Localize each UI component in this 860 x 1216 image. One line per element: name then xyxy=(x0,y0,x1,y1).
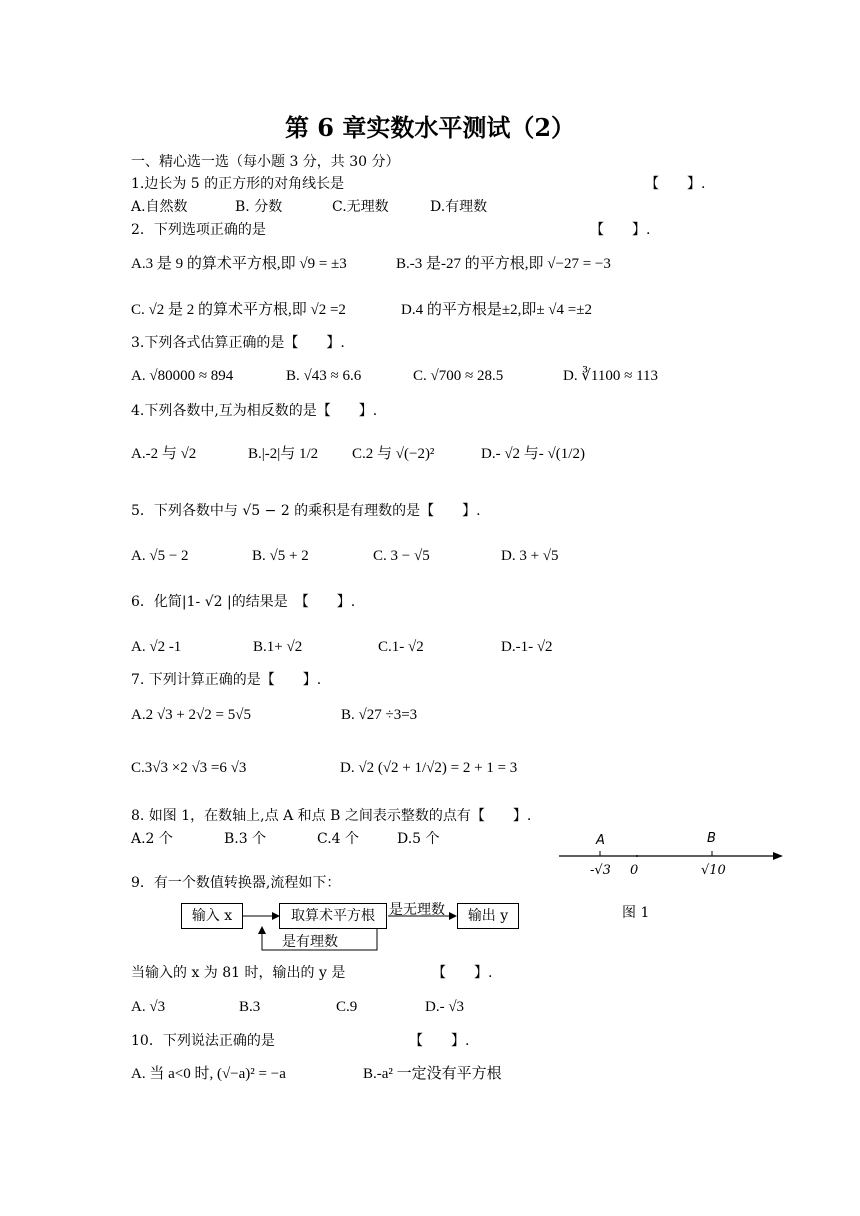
question-10-option-a: A. 当 a<0 时, (√−a)² = −a xyxy=(131,1066,286,1082)
question-2-option-d: D.4 的平方根是±2,即± √4 =±2 xyxy=(401,302,592,318)
question-1-stem: 1.边长为 5 的正方形的对角线长是 xyxy=(131,176,345,192)
page-title: 第 6 章实数水平测试（2） xyxy=(284,113,576,142)
question-9-option-c: C.9 xyxy=(336,999,358,1015)
question-3-option-c: C. √700 ≈ 28.5 xyxy=(413,368,504,384)
flow-label-rational: 是有理数 xyxy=(282,934,338,950)
question-2-option-c: C. √2 是 2 的算术平方根,即 √2 =2 xyxy=(131,302,346,318)
question-5-option-d: D. 3 + √5 xyxy=(501,548,559,564)
question-1-option-d: D.有理数 xyxy=(430,199,488,215)
question-7-option-c: C.3√3 ×2 √3 =6 √3 xyxy=(131,760,247,776)
question-8-option-c: C.4 个 xyxy=(317,831,360,847)
flow-label-irrational: 是无理数 xyxy=(389,902,445,918)
question-7-option-a: A.2 √3 + 2√2 = 5√5 xyxy=(131,707,251,723)
question-8-option-b: B.3 个 xyxy=(224,831,267,847)
question-2-option-a: A.3 是 9 的算术平方根,即 √9 = ±3 xyxy=(131,256,347,272)
arrowhead-output xyxy=(449,912,457,920)
question-5-option-a: A. √5 − 2 xyxy=(131,548,189,564)
flow-process-box: 取算术平方根 xyxy=(279,903,387,929)
question-2-stem: 2．下列选项正确的是 xyxy=(131,222,266,238)
figure-caption: 图 1 xyxy=(622,905,650,921)
tick-zero-label: 0 xyxy=(630,863,639,878)
question-5-option-b: B. √5 + 2 xyxy=(252,548,309,564)
question-2-bracket: 【 】. xyxy=(590,222,651,238)
question-10-option-b: B.-a² 一定没有平方根 xyxy=(363,1066,502,1082)
question-7-option-d: D. √2 (√2 + 1/√2) = 2 + 1 = 3 xyxy=(340,760,518,776)
question-6-option-d: D.-1- √2 xyxy=(501,639,553,655)
question-1-option-b: B. 分数 xyxy=(235,199,283,215)
question-4-option-c: C.2 与 √(−2)² xyxy=(352,446,435,462)
question-8-stem: 8. 如图 1，在数轴上,点 A 和点 B 之间表示整数的点有【 】. xyxy=(131,808,532,824)
question-9-follow: 当输入的 x 为 81 时，输出的 y 是 xyxy=(131,965,346,981)
tick-a-label: -√3 xyxy=(590,863,611,878)
question-8-option-d: D.5 个 xyxy=(397,831,440,847)
question-6-option-c: C.1- √2 xyxy=(378,639,424,655)
question-9-option-a: A. √3 xyxy=(131,999,166,1015)
question-3-stem: 3.下列各式估算正确的是【 】. xyxy=(131,335,345,351)
point-a-label: A xyxy=(596,833,605,848)
question-6-option-a: A. √2 -1 xyxy=(131,639,182,655)
question-9-bracket: 【 】. xyxy=(432,965,493,981)
question-9-stem: 9．有一个数值转换器,流程如下： xyxy=(131,875,341,891)
question-10-stem: 10．下列说法正确的是 xyxy=(131,1033,275,1049)
question-4-option-a: A.-2 与 √2 xyxy=(131,446,197,462)
question-3-option-b: B. √43 ≈ 6.6 xyxy=(286,368,362,384)
question-6-option-b: B.1+ √2 xyxy=(253,639,303,655)
question-9-option-d: D.- √3 xyxy=(425,999,465,1015)
section-header: 一、精心选一选（每小题 3 分，共 30 分） xyxy=(131,154,400,170)
question-1-option-c: C.无理数 xyxy=(332,199,389,215)
question-6-stem: 6．化简|1- √2 |的结果是 【 】. xyxy=(131,594,356,610)
point-b-label: B xyxy=(707,831,716,846)
arrowhead-loop xyxy=(258,926,266,934)
question-5-stem: 5．下列各数中与 √5 − 2 的乘积是有理数的是【 】. xyxy=(131,503,481,519)
question-3-option-d: D. ∛1100 ≈ 113 xyxy=(563,368,659,384)
tick-zero xyxy=(636,855,638,857)
flow-input-box: 输入 x xyxy=(181,903,243,929)
question-3-option-a: A. √80000 ≈ 894 xyxy=(131,368,234,384)
question-10-bracket: 【 】. xyxy=(409,1033,470,1049)
question-2-option-b: B.-3 是-27 的平方根,即 √−27 = −3 xyxy=(396,256,611,272)
question-9-option-b: B.3 xyxy=(239,999,261,1015)
question-1-bracket: 【 】. xyxy=(645,176,706,192)
tick-b-label: √10 xyxy=(701,863,726,878)
flow-output-box: 输出 y xyxy=(457,903,519,929)
question-4-option-b: B.|-2|与 1/2 xyxy=(248,446,319,462)
question-8-option-a: A.2 个 xyxy=(131,831,173,847)
question-4-option-d: D.- √2 与- √(1/2) xyxy=(481,446,585,462)
number-line-arrow xyxy=(773,852,783,860)
question-1-option-a: A.自然数 xyxy=(131,199,188,215)
question-5-option-c: C. 3 − √5 xyxy=(373,548,430,564)
question-7-stem: 7. 下列计算正确的是【 】. xyxy=(131,672,322,688)
question-7-option-b: B. √27 ÷3=3 xyxy=(341,707,418,723)
question-4-stem: 4.下列各数中,互为相反数的是【 】. xyxy=(131,403,378,419)
